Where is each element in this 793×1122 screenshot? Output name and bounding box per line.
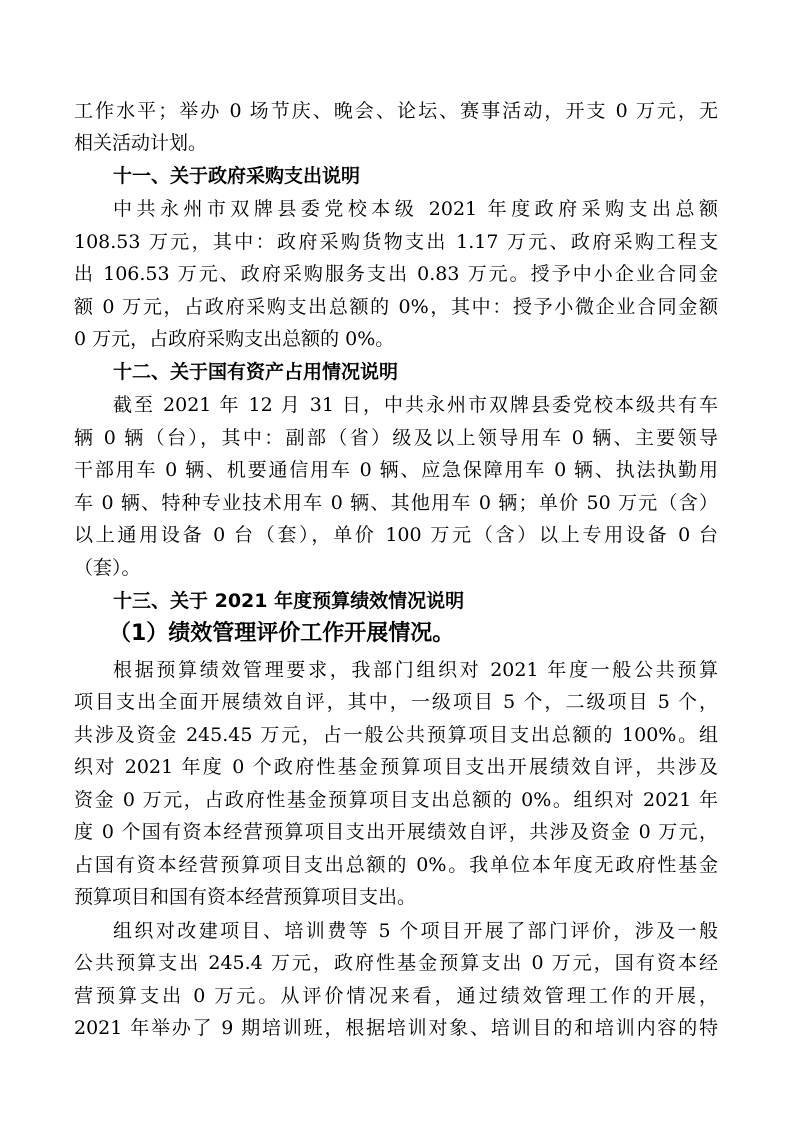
paragraph-line: 项目支出全面开展绩效自评，其中，一级项目 5 个，二级项目 5 个， bbox=[74, 691, 718, 713]
section-13-heading: 十三、关于 2021 年度预算绩效情况说明 bbox=[113, 590, 465, 612]
paragraph-line: 108.53 万元，其中：政府采购货物支出 1.17 万元、政府采购工程支 bbox=[74, 231, 718, 253]
paragraph-line: 资金 0 万元，占政府性基金预算项目支出总额的 0%。组织对 2021 年 bbox=[74, 789, 718, 811]
paragraph-line: 截至 2021 年 12 月 31 日，中共永州市双牌县委党校本级共有车 bbox=[113, 394, 718, 416]
paragraph-line: 以上通用设备 0 台（套），单价 100 万元（含）以上专用设备 0 台 bbox=[74, 524, 718, 546]
paragraph-line: 中共永州市双牌县委党校本级 2021 年度政府采购支出总额 bbox=[113, 198, 718, 220]
section-11-heading: 十一、关于政府采购支出说明 bbox=[113, 165, 361, 187]
section-13-subheading: （1）绩效管理评价工作开展情况。 bbox=[109, 621, 455, 646]
paragraph-line: 组织对改建项目、培训费等 5 个项目开展了部门评价，涉及一般 bbox=[113, 920, 718, 942]
paragraph-line: 出 106.53 万元、政府采购服务支出 0.83 万元。授予中小企业合同金 bbox=[74, 263, 718, 285]
paragraph-line: （套）。 bbox=[74, 557, 141, 579]
paragraph-line: 占国有资本经营预算项目支出总额的 0%。我单位本年度无政府性基金 bbox=[74, 854, 718, 876]
paragraph-line: 度 0 个国有资本经营预算项目支出开展绩效自评，共涉及资金 0 万元， bbox=[74, 821, 718, 843]
paragraph-line: 车 0 辆、特种专业技术用车 0 辆、其他用车 0 辆；单价 50 万元（含） bbox=[74, 492, 718, 514]
paragraph-line: 织对 2021 年度 0 个政府性基金预算项目支出开展绩效自评，共涉及 bbox=[74, 756, 718, 778]
paragraph-line: 0 万元，占政府采购支出总额的 0%。 bbox=[74, 328, 395, 350]
paragraph-line: 预算项目和国有资本经营预算项目支出。 bbox=[74, 886, 417, 908]
paragraph-line: 干部用车 0 辆、机要通信用车 0 辆、应急保障用车 0 辆、执法执勤用 bbox=[74, 459, 718, 481]
paragraph-line: 2021 年举办了 9 期培训班，根据培训对象、培训目的和培训内容的特 bbox=[74, 1017, 718, 1039]
paragraph-line: 辆 0 辆（台），其中：副部（省）级及以上领导用车 0 辆、主要领导 bbox=[74, 427, 718, 449]
section-12-heading: 十二、关于国有资产占用情况说明 bbox=[113, 361, 399, 383]
paragraph-line: 公共预算支出 245.4 万元，政府性基金预算支出 0 万元，国有资本经 bbox=[74, 952, 718, 974]
intro-line: 工作水平；举办 0 场节庆、晚会、论坛、赛事活动，开支 0 万元，无 bbox=[74, 100, 718, 122]
paragraph-line: 营预算支出 0 万元。从评价情况来看，通过绩效管理工作的开展， bbox=[74, 985, 718, 1007]
paragraph-line: 共涉及资金 245.45 万元，占一般公共预算项目支出总额的 100%。组 bbox=[74, 724, 718, 746]
paragraph-line: 根据预算绩效管理要求，我部门组织对 2021 年度一般公共预算 bbox=[113, 659, 718, 681]
paragraph-line: 额 0 万元，占政府采购支出总额的 0%，其中：授予小微企业合同金额 bbox=[74, 296, 718, 318]
intro-line: 相关活动计划。 bbox=[74, 132, 208, 154]
